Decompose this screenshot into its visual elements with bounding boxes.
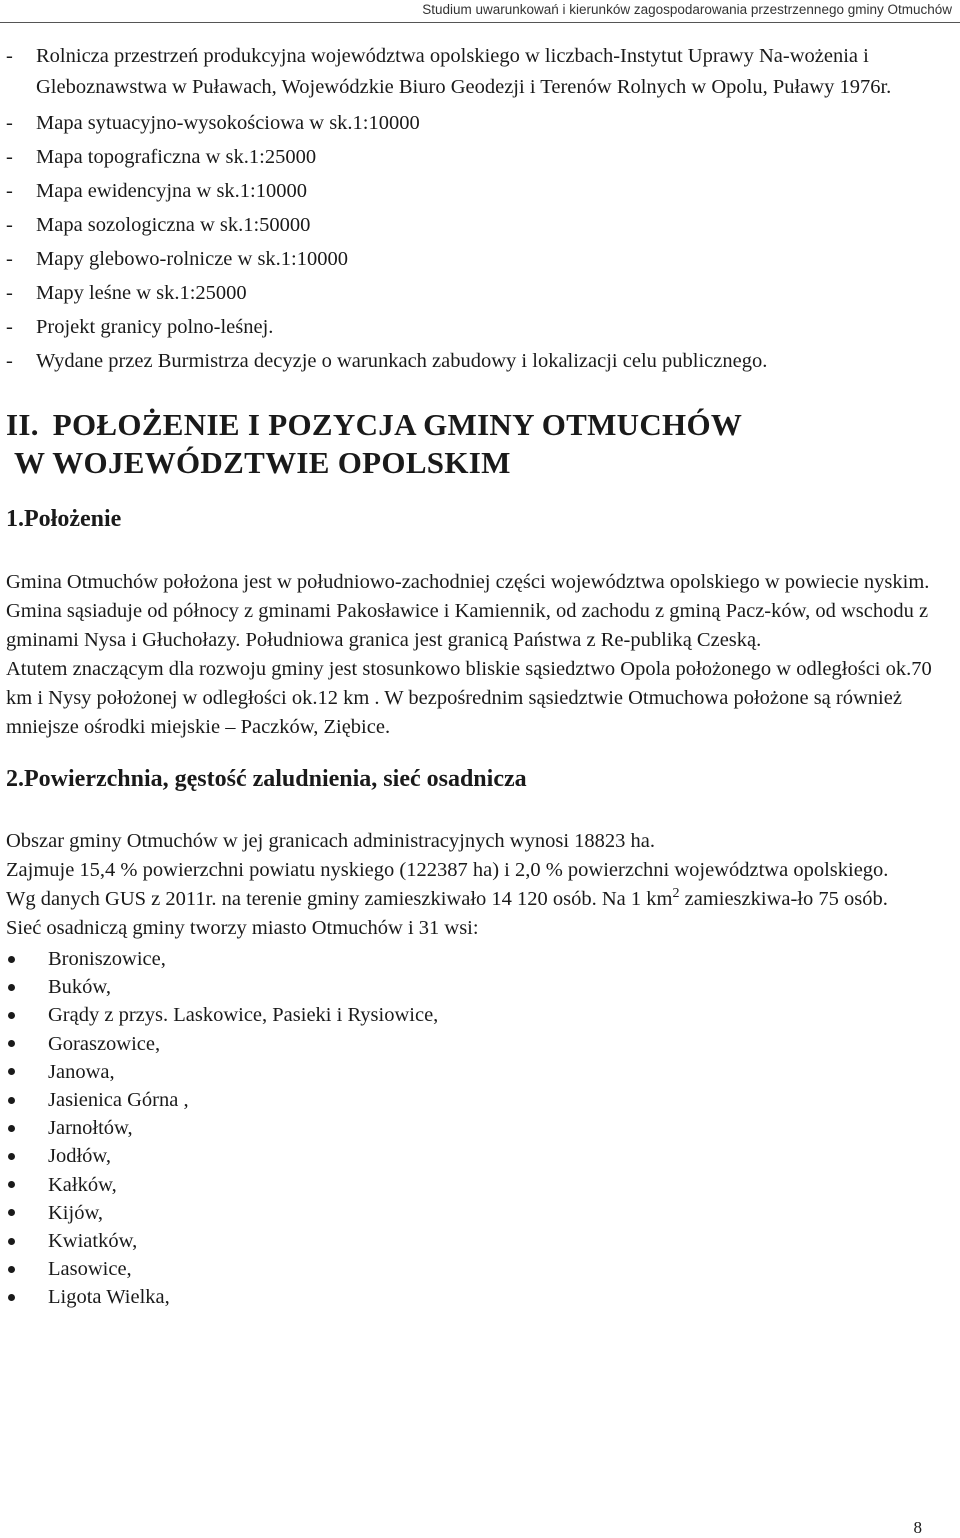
- list-item: [6, 106, 952, 140]
- paragraph: Zajmuje 15,4 % powierzchni powiatu nyskiego (122387 ha) i 2,0 % powierzchni województwa opolskiego.: [6, 859, 889, 881]
- list-item-text: Lasowice,: [48, 1258, 132, 1281]
- section-number: II.: [6, 407, 39, 442]
- list-item: [6, 242, 952, 276]
- list-item: [6, 208, 952, 242]
- list-item: [6, 1199, 952, 1227]
- list-item-text: Rolnicza przestrzeń produkcyjna województwa opolskiego w liczbach-Instytut Uprawy Na-wożenia i Gleboznawstwa w Puławach, Wojewódzkie Biuro Geodezji i Terenów Rolnych w Opolu, Puławy 1976r.: [36, 45, 892, 98]
- list-item: [6, 945, 952, 973]
- list-item: [6, 1001, 952, 1029]
- page-number: 8: [913, 1518, 922, 1537]
- subsection-heading-area: 2.Powierzchnia, gęstość zaludnienia, sieć osadnicza: [6, 766, 527, 792]
- bullet-icon: [8, 1238, 15, 1245]
- list-item-text: Jodłów,: [48, 1145, 112, 1168]
- list-item-text: Mapa ewidencyjna w sk.1:10000: [36, 180, 307, 202]
- list-item: [6, 344, 952, 378]
- dash-marker: -: [6, 316, 13, 338]
- paragraph: Gmina Otmuchów położona jest w południowo-zachodniej części województwa opolskiego w powiecie nyskim.: [6, 571, 930, 593]
- paragraph: [6, 885, 952, 914]
- location-paragraphs: [6, 568, 952, 742]
- paragraph-text: Wg danych GUS z 2011r. na terenie gminy zamieszkiwało 14 120 osób. Na 1 km: [6, 888, 673, 910]
- list-item: [6, 973, 952, 1001]
- list-item: [6, 1086, 952, 1114]
- list-item: [6, 41, 952, 103]
- list-item-text: Broniszowice,: [48, 948, 166, 970]
- header-rule: [0, 22, 960, 23]
- section-title-line2: W WOJEWÓDZTWIE OPOLSKIM: [14, 445, 511, 480]
- list-item-text: Ligota Wielka,: [48, 1286, 170, 1309]
- dash-marker: -: [6, 112, 13, 134]
- list-item-text: Mapa topograficzna w sk.1:25000: [36, 146, 317, 168]
- list-item-text: Mapy glebowo-rolnicze w sk.1:10000: [36, 248, 348, 270]
- superscript: 2: [672, 886, 680, 902]
- bullet-icon: [8, 1068, 15, 1075]
- paragraph: Atutem znaczącym dla rozwoju gminy jest stosunkowo bliskie sąsiedztwo Opola położonego w odległości ok.70 km i Nysy położonej w odległości ok.12 km . W bezpośrednim sąsiedztwie Otmuchowa położone są również mniejsze ośrodki miejskie – Paczków, Ziębice.: [6, 658, 932, 738]
- list-item-text: Kwiatków,: [48, 1230, 138, 1253]
- list-item: [6, 140, 952, 174]
- bullet-icon: [8, 1097, 15, 1104]
- bullet-icon: [8, 956, 15, 963]
- list-item-text: Wydane przez Burmistrza decyzje o warunkach zabudowy i lokalizacji celu publicznego.: [36, 350, 768, 372]
- section-title: [6, 406, 952, 482]
- list-item: [6, 1058, 952, 1086]
- paragraph: Gmina sąsiaduje od północy z gminami Pakosławice i Kamiennik, od zachodu z gminą Pacz-ków, od wschodu z gminami Nysa i Głuchołazy. Południowa granica jest granicą Państwa z Re-publiką Czeską.: [6, 600, 929, 651]
- page-content: [6, 41, 952, 1312]
- sources-list: [6, 41, 952, 378]
- list-item-text: Kijów,: [48, 1201, 104, 1224]
- list-item: [6, 1283, 952, 1311]
- dash-marker: -: [6, 282, 13, 304]
- list-item: [6, 1255, 952, 1283]
- paragraph: Obszar gminy Otmuchów w jej granicach administracyjnych wynosi 18823 ha.: [6, 830, 656, 852]
- running-header: Studium uwarunkowań i kierunków zagospodarowania przestrzennego gminy Otmuchów: [422, 2, 952, 17]
- bullet-icon: [8, 1181, 15, 1188]
- list-item-text: Janowa,: [48, 1060, 115, 1083]
- dash-marker: -: [6, 146, 13, 168]
- paragraph: Sieć osadniczą gminy tworzy miasto Otmuchów i 31 wsi:: [6, 917, 479, 939]
- list-item-text: Jasienica Górna ,: [48, 1089, 189, 1112]
- list-item-text: Kałków,: [48, 1173, 117, 1196]
- bullet-icon: [8, 1153, 15, 1160]
- dash-marker: -: [6, 180, 13, 202]
- list-item-text: Mapy leśne w sk.1:25000: [36, 282, 247, 304]
- list-item-text: Buków,: [48, 976, 112, 999]
- list-item: [6, 1171, 952, 1199]
- bullet-icon: [8, 1125, 15, 1132]
- list-item: [6, 276, 952, 310]
- bullet-icon: [8, 1209, 15, 1216]
- list-item: [6, 1227, 952, 1255]
- bullet-icon: [8, 1266, 15, 1273]
- list-item: [6, 1142, 952, 1170]
- list-item-text: Goraszowice,: [48, 1032, 161, 1055]
- list-item: [6, 1030, 952, 1058]
- section-title-line1: POŁOŻENIE I POZYCJA GMINY OTMUCHÓW: [52, 407, 743, 442]
- list-item: [6, 310, 952, 344]
- list-item-text: Projekt granicy polno-leśnej.: [36, 316, 274, 338]
- villages-list: [6, 945, 952, 1312]
- area-paragraphs: [6, 827, 952, 943]
- dash-marker: -: [6, 214, 13, 236]
- list-item-text: Grądy z przys. Laskowice, Pasieki i Rysiowice,: [48, 1004, 439, 1027]
- list-item-text: Mapa sytuacyjno-wysokościowa w sk.1:10000: [36, 112, 420, 134]
- list-item: [6, 174, 952, 208]
- dash-marker: -: [6, 350, 13, 372]
- subsection-heading-location: 1.Położenie: [6, 506, 122, 532]
- bullet-icon: [8, 1012, 15, 1019]
- dash-marker: -: [6, 45, 13, 67]
- bullet-icon: [8, 1294, 15, 1301]
- paragraph-text: zamieszkiwa-ło 75 osób.: [679, 888, 888, 910]
- dash-marker: -: [6, 248, 13, 270]
- bullet-icon: [8, 1040, 15, 1047]
- list-item-text: Mapa sozologiczna w sk.1:50000: [36, 214, 311, 236]
- bullet-icon: [8, 984, 15, 991]
- list-item: [6, 1114, 952, 1142]
- list-item-text: Jarnołtów,: [48, 1117, 133, 1140]
